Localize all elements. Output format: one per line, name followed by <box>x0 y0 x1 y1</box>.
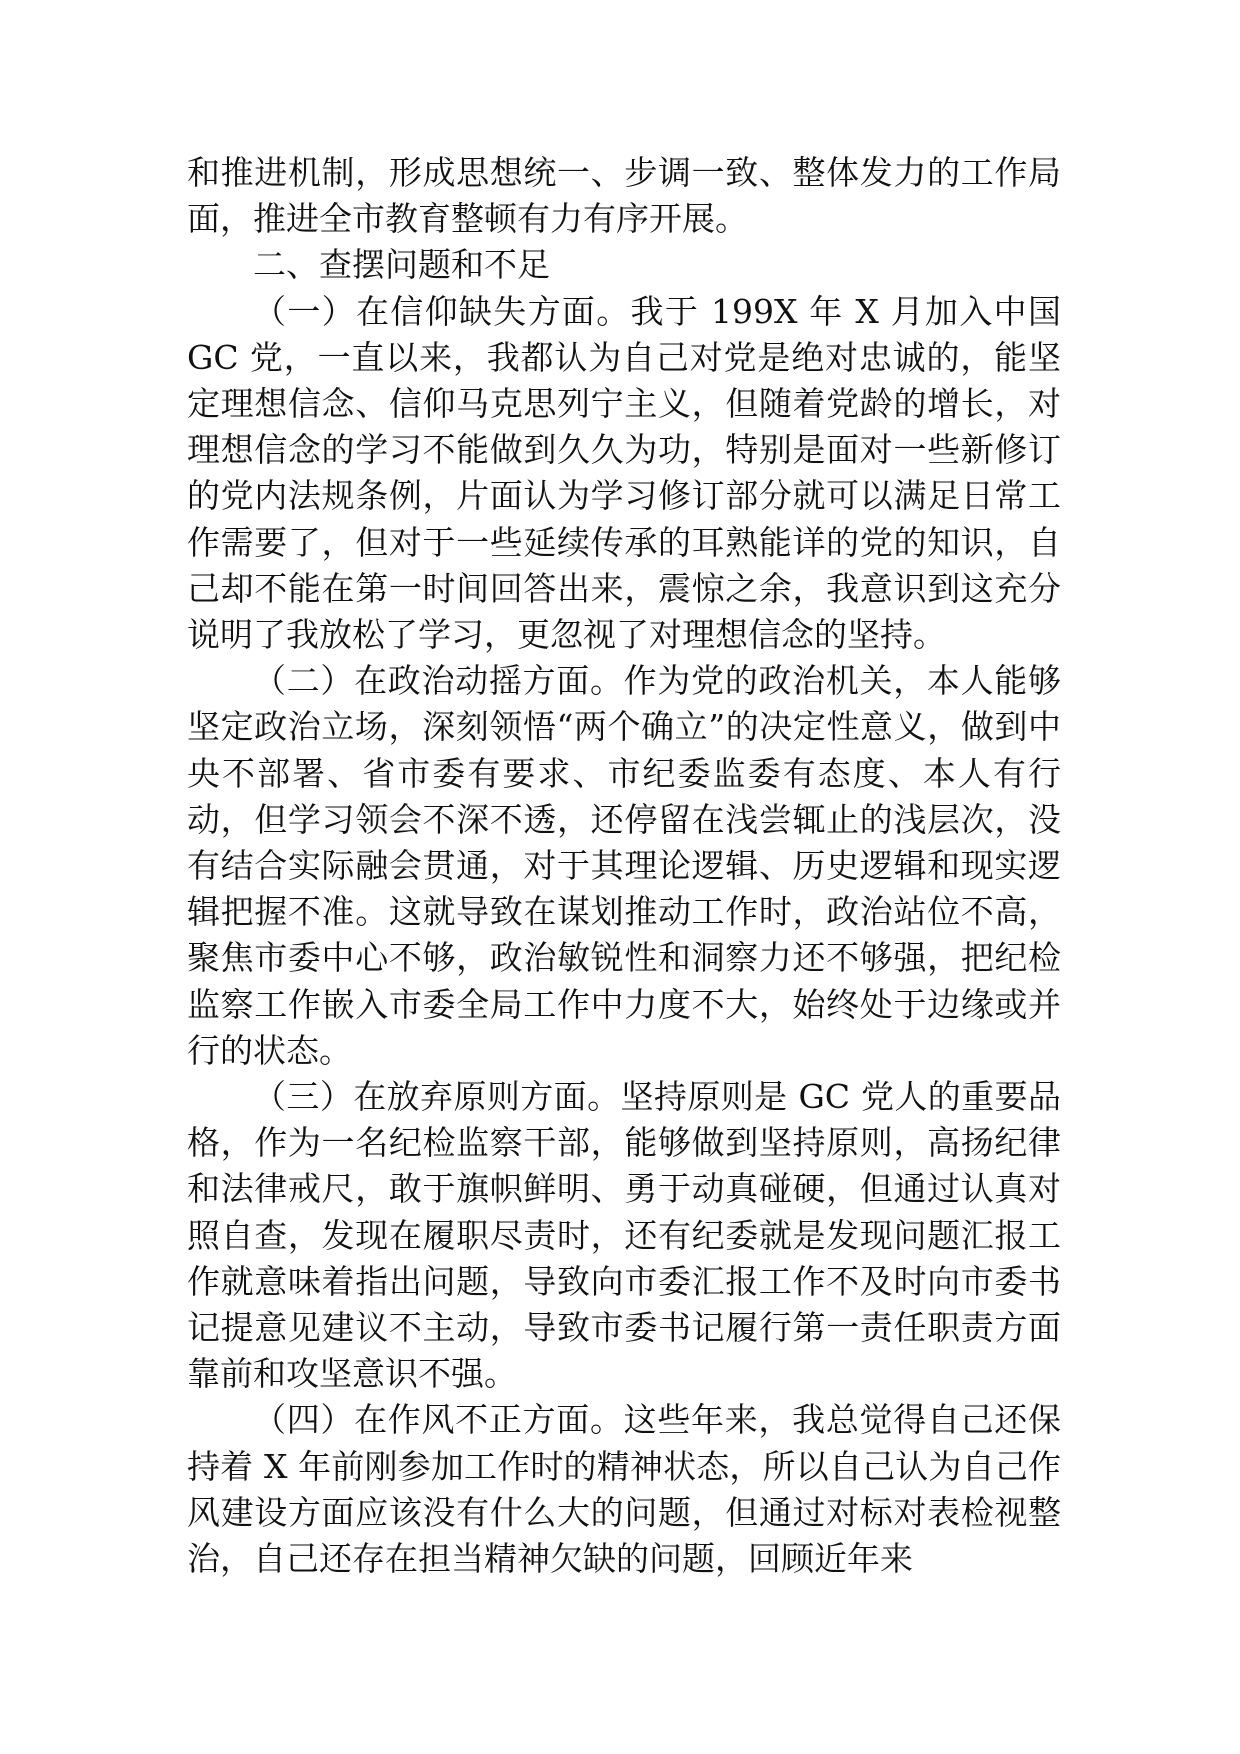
paragraph-work-style: （四）在作风不正方面。这些年来，我总觉得自己还保持着 X 年前刚参加工作时的精神状态，所以自己认为自己作风建设方面应该没有什么大的问题，但通过对标对表检视整治，自己还存在担当精神欠缺的问题，回顾近年来 <box>187 1400 1061 1579</box>
document-body <box>187 150 1061 1582</box>
paragraph-continuation: 和推进机制，形成思想统一、步调一致、整体发力的工作局面，推进全市教育整顿有力有序开展。 <box>187 153 1061 239</box>
paragraph-principle: （三）在放弃原则方面。坚持原则是 GC 党人的重要品格，作为一名纪检监察干部，能够做到坚持原则，高扬纪律和法律戒尺，敢于旗帜鲜明、勇于动真碰硬，但通过认真对照自查，发现在履职尽责时，还有纪委就是发现问题汇报工作就意味着指出问题，导致向市委汇报工作不及时向市委书记提意见建议不主动，导致市委书记履行第一责任职责方面靠前和攻坚意识不强。 <box>187 1077 1061 1394</box>
paragraph-belief: （一）在信仰缺失方面。我于 199X 年 X 月加入中国 GC 党，一直以来，我都认为自己对党是绝对忠诚的，能坚定理想信念、信仰马克思列宁主义，但随着党龄的增长，对理想信念的学习不能做到久久为功，特别是面对一些新修订的党内法规条例，片面认为学习修订部分就可以满足日常工作需要了，但对于一些延续传承的耳熟能详的党的知识，自己却不能在第一时间回答出来，震惊之余，我意识到这充分说明了我放松了学习，更忽视了对理想信念的坚持。 <box>187 291 1061 655</box>
paragraph-political: （二）在政治动摇方面。作为党的政治机关，本人能够坚定政治立场，深刻领悟“两个确立”的决定性意义，做到中央不部署、省市委有要求、市纪委监委有态度、本人有行动，但学习领会不深不透，还停留在浅尝辄止的浅层次，没有结合实际融会贯通，对于其理论逻辑、历史逻辑和现实逻辑把握不准。这就导致在谋划推动工作时，政治站位不高，聚焦市委中心不够，政治敏锐性和洞察力还不够强，把纪检监察工作嵌入市委全局工作中力度不大，始终处于边缘或并行的状态。 <box>187 661 1061 1070</box>
section-heading: 二、查摆问题和不足 <box>253 245 550 285</box>
